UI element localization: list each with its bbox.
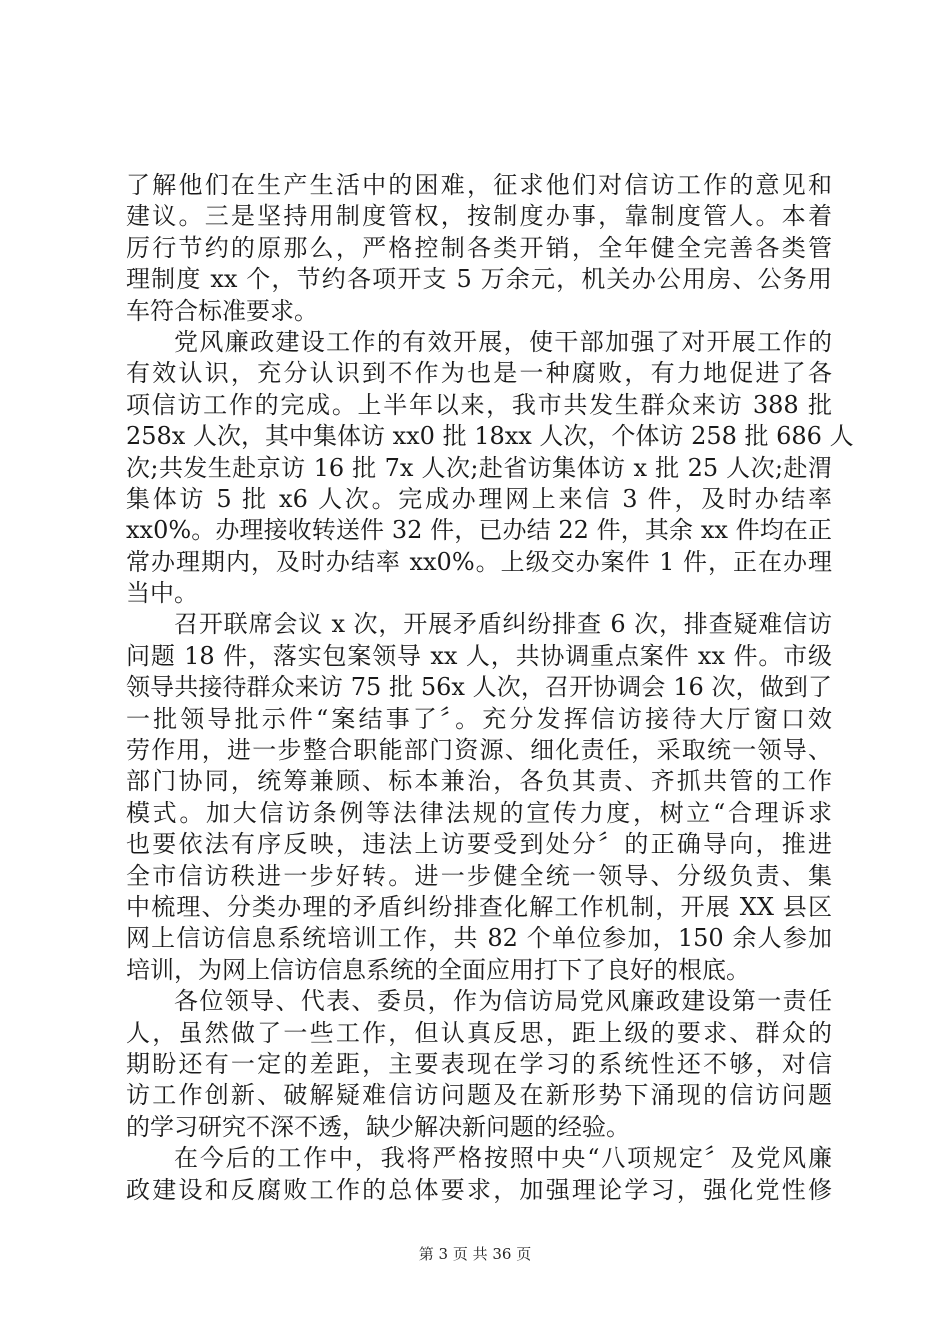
text-line: 劳作用，进一步整合职能部门资源、细化责任，采取统一领导、 [126, 736, 832, 765]
text-line: 访工作创新、破解疑难信访问题及在新形势下涌现的信访问题 [126, 1081, 832, 1110]
text-line: 项信访工作的完成。上半年以来，我市共发生群众来访 388 批 [126, 390, 832, 419]
text-line: 网上信访信息系统培训工作，共 82 个单位参加，150 余人参加 [126, 924, 832, 953]
text-line: 全市信访秩进一步好转。进一步健全统一领导、分级负责、集 [126, 861, 832, 890]
text-line: 政建设和反腐败工作的总体要求，加强理论学习，强化党性修 [126, 1175, 832, 1204]
text-line: 党风廉政建设工作的有效开展，使干部加强了对开展工作的 [174, 327, 832, 356]
text-line: 模式。加大信访条例等法律法规的宣传力度，树立“合理诉求 [126, 798, 832, 827]
text-line: 在今后的工作中，我将严格按照中央“八项规定〞及党风廉 [174, 1144, 832, 1173]
text-line: 车符合标准要求。 [126, 296, 318, 325]
text-line: 各位领导、代表、委员，作为信访局党风廉政建设第一责任 [174, 987, 832, 1016]
text-line: 一批领导批示件“案结事了〞。充分发挥信访接待大厅窗口效 [126, 704, 832, 733]
text-line: 期盼还有一定的差距，主要表现在学习的系统性还不够，对信 [126, 1049, 832, 1078]
text-line: 当中。 [126, 579, 198, 608]
text-line: 了解他们在生产生活中的困难，征求他们对信访工作的意见和 [126, 171, 832, 199]
text-line: 常办理期内，及时办结率 xx0%。上级交办案件 1 件，正在办理 [126, 547, 832, 576]
text-line: 中梳理、分类办理的矛盾纠纷排查化解工作机制，开展 XX 县区 [126, 892, 832, 921]
text-line: 有效认识，充分认识到不作为也是一种腐败，有力地促进了各 [126, 359, 832, 388]
text-line: 部门协同，统筹兼顾、标本兼治，各负其责、齐抓共管的工作 [126, 767, 832, 796]
text-line: 培训，为网上信访信息系统的全面应用打下了良好的根底。 [126, 955, 750, 984]
text-line: 召开联席会议 x 次，开展矛盾纠纷排查 6 次，排查疑难信访 [174, 610, 832, 639]
text-line: 问题 18 件，落实包案领导 xx 人，共协调重点案件 xx 件。市级 [126, 641, 832, 670]
text-line: 理制度 xx 个，节约各项开支 5 万余元，机关办公用房、公务用 [126, 265, 832, 294]
text-line: 258x 人次，其中集体访 xx0 批 18xx 人次，个体访 258 批 686 人 [126, 422, 854, 451]
body-text [126, 170, 854, 1206]
text-line: 建议。三是坚持用制度管权，按制度办事，靠制度管人。本着 [126, 202, 832, 231]
text-line: 也要依法有序反映，违法上访要受到处分〞的正确导向，推进 [126, 830, 832, 859]
page-footer: 第 3 页 共 36 页 [418, 1245, 532, 1263]
text-line: 次;共发生赴京访 16 批 7x 人次;赴省访集体访 x 批 25 人次;赴渭 [126, 453, 832, 482]
text-line: 人，虽然做了一些工作，但认真反思，距上级的要求、群众的 [126, 1018, 832, 1047]
text-line: 厉行节约的原那么，严格控制各类开销，全年健全完善各类管 [126, 233, 832, 262]
text-line: 的学习研究不深不透，缺少解决新问题的经验。 [126, 1112, 630, 1141]
text-line: 集体访 5 批 x6 人次。完成办理网上来信 3 件，及时办结率 [126, 484, 832, 513]
text-line: xx0%。办理接收转送件 32 件，已办结 22 件，其余 xx 件均在正 [126, 516, 832, 545]
text-line: 领导共接待群众来访 75 批 56x 人次，召开协调会 16 次，做到了 [126, 673, 832, 702]
